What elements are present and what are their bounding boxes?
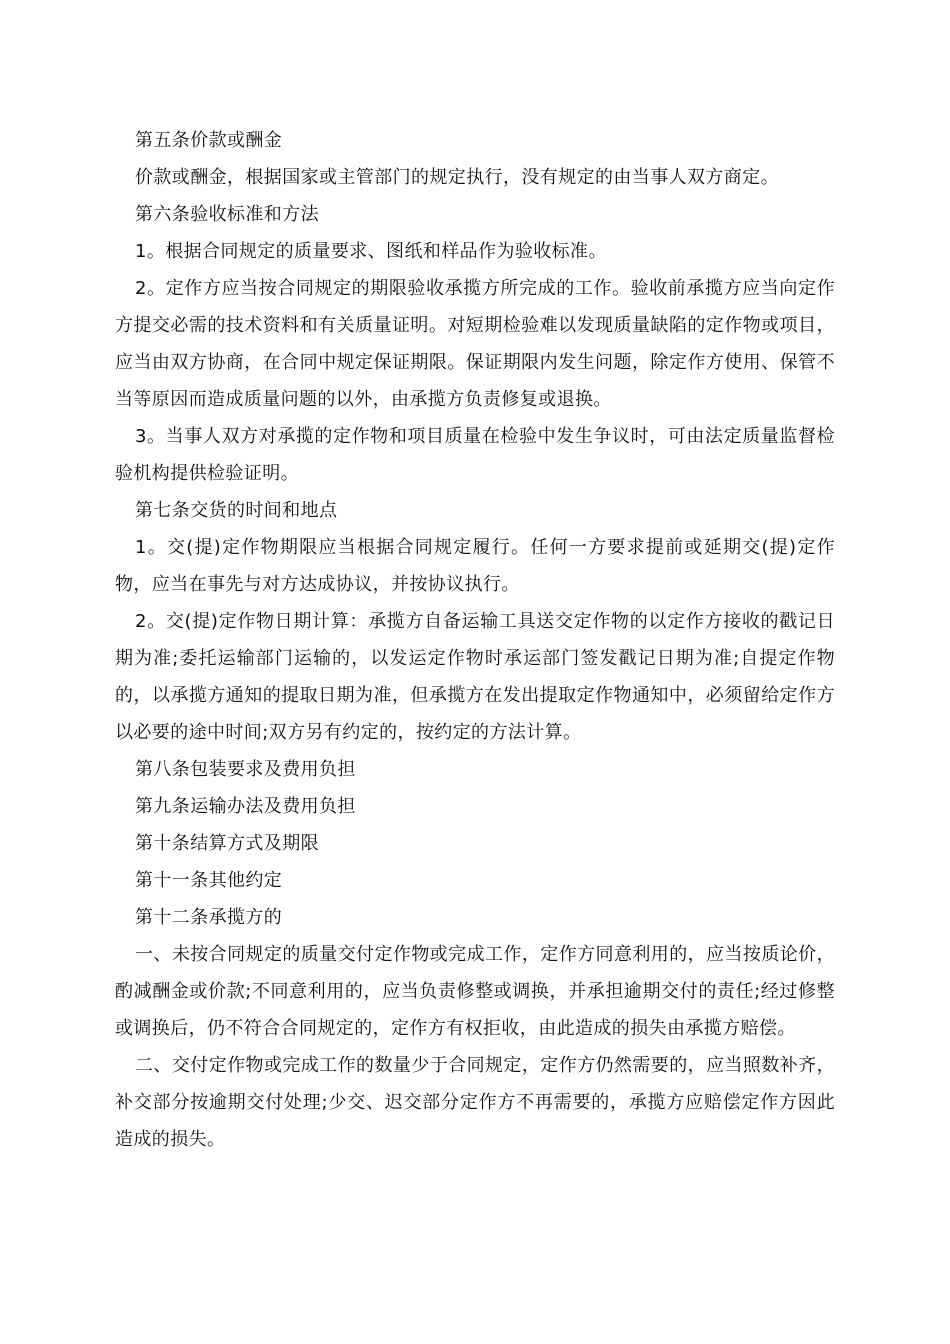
article-5-text: 价款或酬金，根据国家或主管部门的规定执行，没有规定的由当事人双方商定。 bbox=[135, 167, 779, 188]
article-6-clause-3: 3。当事人双方对承揽的定作物和项目质量在检验中发生争议时，可由法定质量监督检验机构提供检验证明。 bbox=[115, 426, 835, 484]
document-body bbox=[115, 122, 835, 1158]
article-6-clause-2: 2。定作方应当按合同规定的期限验收承揽方所完成的工作。验收前承揽方应当向定作方提交必需的技术资料和有关质量证明。对短期检验难以发现质量缺陷的定作物或项目，应当由双方协商，在合同中规定保证期限。保证期限内发生问题，除定作方使用、保管不当等原因而造成质量问题的以外，由承揽方负责修复或退换。 bbox=[115, 278, 835, 410]
article-12-item-2: 二、交付定作物或完成工作的数量少于合同规定，定作方仍然需要的，应当照数补齐，补交部分按逾期交付处理;少交、迟交部分定作方不再需要的，承揽方应赔偿定作方因此造成的损失。 bbox=[115, 1055, 835, 1150]
article-7-clause-1: 1。交(提)定作物期限应当根据合同规定履行。任何一方要求提前或延期交(提)定作物，应当在事先与对方达成协议，并按协议执行。 bbox=[115, 537, 835, 595]
article-6-heading: 第六条验收标准和方法 bbox=[135, 204, 319, 225]
article-6-clause-1: 1。根据合同规定的质量要求、图纸和样品作为验收标准。 bbox=[135, 241, 607, 262]
article-8-heading: 第八条包装要求及费用负担 bbox=[135, 759, 356, 780]
article-7-heading: 第七条交货的时间和地点 bbox=[135, 500, 338, 521]
article-12-heading: 第十二条承揽方的 bbox=[135, 907, 283, 928]
article-7-clause-2: 2。交(提)定作物日期计算：承揽方自备运输工具送交定作物的以定作方接收的戳记日期为准;委托运输部门运输的，以发运定作物时承运部门签发戳记日期为准;自提定作物的，以承揽方通知的提取日期为准，但承揽方在发出提取定作物通知中，必须留给定作方以必要的途中时间;双方另有约定的，按约定的方法计算。 bbox=[115, 611, 835, 743]
article-11-heading: 第十一条其他约定 bbox=[135, 870, 283, 891]
article-9-heading: 第九条运输办法及费用负担 bbox=[135, 796, 356, 817]
article-5-heading: 第五条价款或酬金 bbox=[135, 130, 283, 151]
article-10-heading: 第十条结算方式及期限 bbox=[135, 833, 319, 854]
article-12-item-1: 一、未按合同规定的质量交付定作物或完成工作，定作方同意利用的，应当按质论价，酌减酬金或价款;不同意利用的，应当负责修整或调换，并承担逾期交付的责任;经过修整或调换后，仍不符合合同规定的，定作方有权拒收，由此造成的损失由承揽方赔偿。 bbox=[115, 944, 835, 1039]
